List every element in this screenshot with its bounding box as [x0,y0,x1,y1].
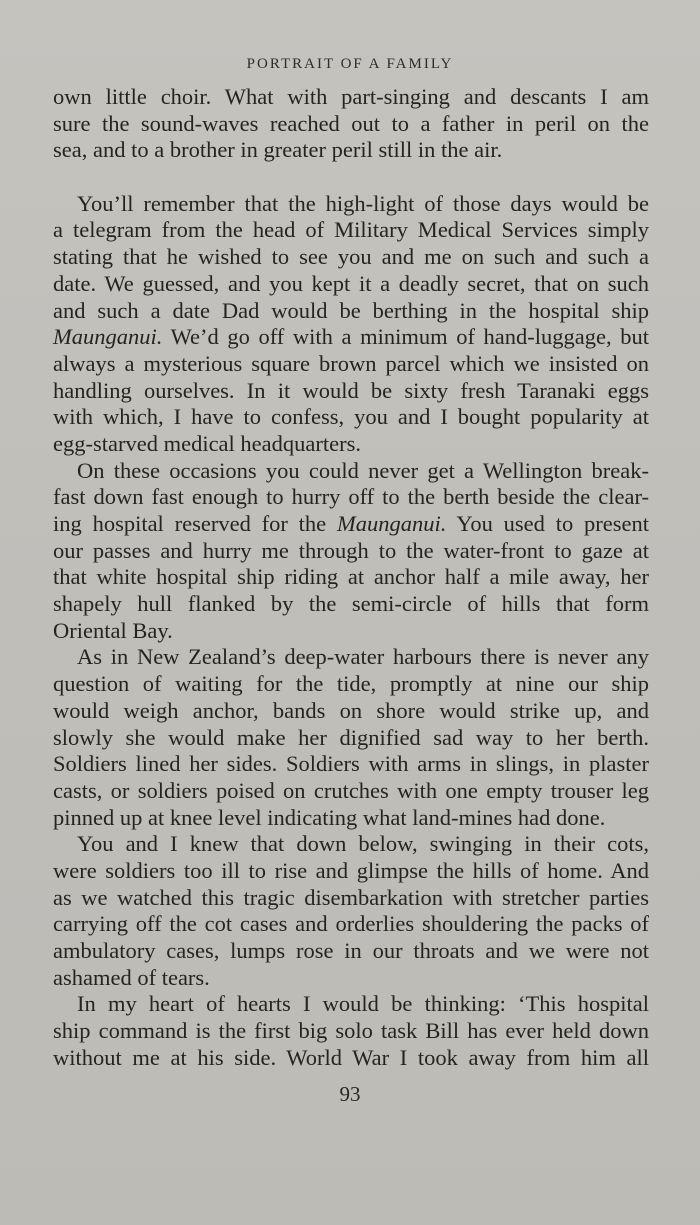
text-run: were soldiers too ill to rise and glimpse the hills of home. And [53,857,649,883]
text-run: On these occasions you could never get a Wellington break- [77,457,649,483]
text-line [53,671,649,698]
text-line [53,511,649,538]
text-line [53,191,649,218]
text-run: date. We guessed, and you kept it a deadly secret, that on such [53,270,649,296]
text-line [53,351,649,378]
text-line [53,644,649,671]
text-line [53,244,649,271]
text-line [53,965,649,992]
text-line [53,217,649,244]
ship-name-italic: Maunganui. [336,511,447,536]
text-line [53,831,649,858]
paragraph-gap [53,164,649,191]
text-run: As in New Zealand’s deep-water harbours there is never any [77,644,649,670]
body-text [53,84,649,1071]
text-line [53,84,649,111]
text-line [53,324,649,351]
text-run: We’d go off with a minimum of hand-luggage, but [162,324,649,350]
text-run: handling ourselves. In it would be sixty fresh Taranaki eggs [53,377,649,403]
text-run: ing hospital reserved for the [53,511,337,536]
text-line [53,618,649,645]
text-run: question of waiting for the tide, promptly at nine our ship [53,671,649,697]
text-line [53,378,649,405]
text-line [53,591,649,618]
text-run: a telegram from the head of Military Medical Services simply [53,217,649,243]
text-run: You’ll remember that the high-light of those days would be [77,190,649,216]
text-run: sea, and to a brother in greater peril still in the air. [53,137,503,163]
text-line [53,858,649,885]
text-run: ship command is the first big solo task Bill has ever held down [53,1018,649,1044]
text-run: shapely hull flanked by the semi-circle of hills that form [53,591,649,617]
text-line [53,431,649,458]
text-run: always a mysterious square brown parcel which we insisted on [53,350,649,376]
text-line [53,137,649,164]
text-run: carrying off the cot cases and orderlies shouldering the packs of [53,911,649,937]
text-line [53,1018,649,1045]
text-line [53,805,649,832]
text-line [53,298,649,325]
text-run: and such a date Dad would be berthing in the hospital ship [53,297,649,323]
text-line [53,111,649,138]
text-run: Oriental Bay. [53,617,173,643]
text-line [53,778,649,805]
text-run: as we watched this tragic disembarkation with stretcher parties [53,884,649,910]
text-run: In my heart of hearts I would be thinking: ‘This hospital [77,991,649,1017]
text-run: egg-starved medical headquarters. [53,430,361,456]
text-run: stating that he wished to see you and me on such and such a [53,244,649,270]
text-run: that white hospital ship riding at anchor half a mile away, her [53,564,649,590]
text-run: pinned up at knee level indicating what land-mines had done. [53,804,606,830]
running-head: PORTRAIT OF A FAMILY [246,56,454,72]
text-line [53,991,649,1018]
text-line [53,1045,649,1072]
text-run: You used to present [446,511,649,536]
text-run: casts, or soldiers poised on crutches with one empty trouser leg [53,777,649,803]
text-line [53,564,649,591]
text-line [53,725,649,752]
text-run: fast down fast enough to hurry off to the berth beside the clear- [53,484,649,510]
text-run: would weigh anchor, bands on shore would strike up, and [53,697,649,723]
page-number: 93 [339,1082,361,1106]
text-line [53,698,649,725]
text-run: Soldiers lined her sides. Soldiers with arms in slings, in plaster [53,751,649,777]
ship-name-italic: Maunganui. [53,324,163,350]
text-run: slowly she would make her dignified sad way to her berth. [53,724,649,750]
text-line [53,538,649,565]
text-run: with which, I have to confess, you and I bought popularity at [53,404,649,430]
text-run: ashamed of tears. [53,964,210,990]
text-line [53,938,649,965]
text-line [53,271,649,298]
text-run: You and I knew that down below, swinging in their cots, [77,831,649,857]
text-line [53,404,649,431]
text-run: own little choir. What with part-singing and descants I am [53,84,649,109]
text-line [53,484,649,511]
text-line [53,458,649,485]
text-line [53,911,649,938]
text-run: without me at his side. World War I took away from him all [53,1044,649,1070]
text-run: our passes and hurry me through to the water-front to gaze at [53,537,649,563]
text-line [53,751,649,778]
text-run: ambulatory cases, lumps rose in our throats and we were not [53,938,649,963]
text-line [53,885,649,912]
text-run: sure the sound-waves reached out to a father in peril on the [53,110,649,136]
